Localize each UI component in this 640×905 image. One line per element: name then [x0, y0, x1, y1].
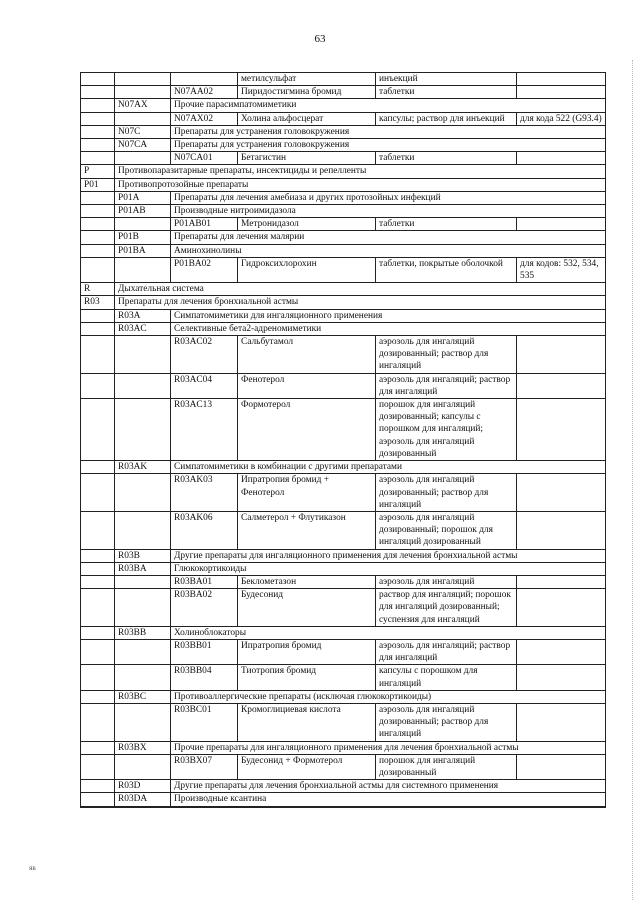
group-code-cell: P	[81, 165, 115, 178]
group-code-cell	[81, 589, 115, 627]
note-cell	[517, 218, 606, 231]
dosage-form-cell: аэрозоль для ингаляций дозированный; раствор для ингаляций	[376, 703, 517, 741]
category-name-cell: Противопротозойные препараты	[115, 178, 606, 191]
table-row	[81, 283, 606, 296]
atc-code-cell	[171, 73, 238, 86]
subgroup-code-cell: R03BC	[115, 690, 171, 703]
atc-code-cell: R03AK03	[171, 474, 238, 512]
note-cell	[517, 399, 606, 461]
dosage-form-cell	[376, 806, 517, 807]
subgroup-code-cell	[115, 703, 171, 741]
table-row	[81, 549, 606, 562]
dosage-form-cell: порошок для ингаляций дозированный	[376, 754, 517, 779]
subgroup-code-cell: P01BA	[115, 244, 171, 257]
dosage-form-cell: капсулы с порошком для ингаляций	[376, 665, 517, 690]
table-row	[81, 165, 606, 178]
drug-name-cell: Холина альфосцерат	[238, 112, 376, 125]
category-name-cell: Производные ксантина	[171, 793, 606, 806]
subgroup-code-cell	[115, 665, 171, 690]
drug-name-cell: Сальбутамол	[238, 336, 376, 374]
note-cell	[517, 336, 606, 374]
group-code-cell	[81, 511, 115, 549]
table-row	[81, 639, 606, 664]
group-code-cell	[81, 322, 115, 335]
note-cell	[517, 575, 606, 588]
subgroup-code-cell: N07C	[115, 125, 171, 138]
atc-code-cell: N07AA02	[171, 86, 238, 99]
category-name-cell: Производные нитроимидазола	[171, 205, 606, 218]
subgroup-code-cell	[115, 575, 171, 588]
table-row	[81, 257, 606, 282]
table-row	[81, 309, 606, 322]
table-row	[81, 73, 606, 86]
table-row	[81, 399, 606, 461]
note-cell	[517, 754, 606, 779]
group-code-cell	[81, 562, 115, 575]
drug-name-cell: Бетагистин	[238, 152, 376, 165]
note-cell	[517, 373, 606, 398]
table-row	[81, 244, 606, 257]
category-name-cell: Противопаразитарные препараты, инсектициды и репелленты	[115, 165, 606, 178]
group-code-cell	[81, 754, 115, 779]
group-code-cell	[81, 575, 115, 588]
dosage-form-cell: аэрозоль для ингаляций	[376, 575, 517, 588]
subgroup-code-cell: R03AK	[115, 461, 171, 474]
dosage-form-cell: порошок для ингаляций дозированный; капсулы с порошком для ингаляций; аэрозоль для ингаляций дозированный	[376, 399, 517, 461]
subgroup-code-cell	[115, 589, 171, 627]
table-row	[81, 112, 606, 125]
dosage-form-cell: капсулы; раствор для инъекций	[376, 112, 517, 125]
dosage-form-cell: аэрозоль для ингаляций; раствор для ингаляций	[376, 373, 517, 398]
drug-classification-table-wrapper	[80, 72, 605, 808]
category-name-cell: Препараты для лечения бронхиальной астмы	[115, 296, 606, 309]
table-row	[81, 665, 606, 690]
subgroup-code-cell	[115, 257, 171, 282]
category-name-cell: Симпатомиметики в комбинации с другими препаратами	[171, 461, 606, 474]
group-code-cell: R03	[81, 296, 115, 309]
table-row	[81, 461, 606, 474]
note-cell	[517, 152, 606, 165]
drug-name-cell: Ипратропия бромид + Фенотерол	[238, 474, 376, 512]
dosage-form-cell: таблетки	[376, 86, 517, 99]
subgroup-code-cell: R03A	[115, 309, 171, 322]
subgroup-code-cell	[115, 373, 171, 398]
drug-name-cell: Кромоглициевая кислота	[238, 703, 376, 741]
subgroup-code-cell: R03AC	[115, 322, 171, 335]
group-code-cell	[81, 780, 115, 793]
table-row	[81, 474, 606, 512]
group-code-cell	[81, 336, 115, 374]
subgroup-code-cell: P01B	[115, 231, 171, 244]
group-code-cell	[81, 665, 115, 690]
group-code-cell	[81, 257, 115, 282]
subgroup-code-cell: R03BA	[115, 562, 171, 575]
page-edge-line	[632, 60, 634, 900]
group-code-cell: P01	[81, 178, 115, 191]
group-code-cell	[81, 806, 115, 807]
subgroup-code-cell	[115, 218, 171, 231]
table-body	[81, 73, 606, 808]
table-row	[81, 780, 606, 793]
dosage-form-cell: аэрозоль для ингаляций дозированный; порошок для ингаляций дозированный	[376, 511, 517, 549]
subgroup-code-cell	[115, 73, 171, 86]
group-code-cell	[81, 73, 115, 86]
group-code-cell	[81, 639, 115, 664]
table-row	[81, 373, 606, 398]
group-code-cell	[81, 191, 115, 204]
group-code-cell	[81, 244, 115, 257]
category-name-cell: Глюкокортикоиды	[171, 562, 606, 575]
group-code-cell	[81, 399, 115, 461]
table-row	[81, 626, 606, 639]
note-cell	[517, 511, 606, 549]
subgroup-code-cell: P01A	[115, 191, 171, 204]
atc-code-cell: R03BX07	[171, 754, 238, 779]
table-row	[81, 690, 606, 703]
atc-code-cell: R03BC01	[171, 703, 238, 741]
atc-code-cell	[171, 806, 238, 807]
category-name-cell: Прочие препараты для ингаляционного применения для лечения бронхиальной астмы	[171, 741, 606, 754]
dosage-form-cell: инъекций	[376, 73, 517, 86]
table-row	[81, 191, 606, 204]
atc-code-cell: R03BA02	[171, 589, 238, 627]
table-row	[81, 589, 606, 627]
group-code-cell	[81, 99, 115, 112]
note-cell	[517, 806, 606, 807]
dosage-form-cell: таблетки, покрытые оболочкой	[376, 257, 517, 282]
atc-code-cell: N07CA01	[171, 152, 238, 165]
drug-name-cell	[238, 806, 376, 807]
group-code-cell	[81, 139, 115, 152]
atc-code-cell: R03BB01	[171, 639, 238, 664]
atc-code-cell: R03BB04	[171, 665, 238, 690]
table-row	[81, 139, 606, 152]
group-code-cell	[81, 373, 115, 398]
atc-code-cell: N07AX02	[171, 112, 238, 125]
subgroup-code-cell	[115, 806, 171, 807]
subgroup-code-cell: N07AX	[115, 99, 171, 112]
subgroup-code-cell: R03BB	[115, 626, 171, 639]
subgroup-code-cell	[115, 399, 171, 461]
table-row	[81, 152, 606, 165]
drug-classification-table	[80, 72, 606, 808]
drug-name-cell: Пиридостигмина бромид	[238, 86, 376, 99]
atc-code-cell: R03AC13	[171, 399, 238, 461]
note-cell	[517, 639, 606, 664]
table-row	[81, 86, 606, 99]
category-name-cell: Селективные бета2-адреномиметики	[171, 322, 606, 335]
category-name-cell: Другие препараты для лечения бронхиальной астмы для системного применения	[171, 780, 606, 793]
note-cell	[517, 589, 606, 627]
dosage-form-cell: таблетки	[376, 152, 517, 165]
table-row	[81, 322, 606, 335]
table-row	[81, 205, 606, 218]
dosage-form-cell: аэрозоль для ингаляций дозированный; раствор для ингаляций	[376, 336, 517, 374]
dosage-form-cell: аэрозоль для ингаляций дозированный; раствор для ингаляций	[376, 474, 517, 512]
table-row	[81, 511, 606, 549]
subgroup-code-cell	[115, 112, 171, 125]
group-code-cell	[81, 231, 115, 244]
group-code-cell	[81, 703, 115, 741]
category-name-cell: Противоаллергические препараты (исключая глюкокортикоиды)	[171, 690, 606, 703]
drug-name-cell: Гидроксихлорохин	[238, 257, 376, 282]
table-row	[81, 231, 606, 244]
drug-name-cell: Беклометазон	[238, 575, 376, 588]
group-code-cell	[81, 125, 115, 138]
atc-code-cell: P01AB01	[171, 218, 238, 231]
group-code-cell	[81, 690, 115, 703]
drug-name-cell: Салметерол + Флутиказон	[238, 511, 376, 549]
subgroup-code-cell: R03B	[115, 549, 171, 562]
group-code-cell	[81, 218, 115, 231]
table-row	[81, 741, 606, 754]
group-code-cell	[81, 474, 115, 512]
group-code-cell	[81, 549, 115, 562]
group-code-cell: R	[81, 283, 115, 296]
subgroup-code-cell: P01AB	[115, 205, 171, 218]
subgroup-code-cell	[115, 754, 171, 779]
group-code-cell	[81, 793, 115, 806]
drug-name-cell: Ипратропия бромид	[238, 639, 376, 664]
group-code-cell	[81, 461, 115, 474]
atc-code-cell: P01BA02	[171, 257, 238, 282]
category-name-cell: Препараты для устранения головокружения	[171, 125, 606, 138]
drug-name-cell: Тиотропия бромид	[238, 665, 376, 690]
drug-name-cell: Будесонид	[238, 589, 376, 627]
subgroup-code-cell	[115, 639, 171, 664]
note-cell: для кодов: 532, 534, 535	[517, 257, 606, 282]
category-name-cell: Дыхательная система	[115, 283, 606, 296]
scan-mark: ЯВ	[29, 867, 36, 872]
category-name-cell: Препараты для лечения малярии	[171, 231, 606, 244]
category-name-cell: Холиноблокаторы	[171, 626, 606, 639]
group-code-cell	[81, 741, 115, 754]
drug-name-cell: Метронидазол	[238, 218, 376, 231]
subgroup-code-cell	[115, 152, 171, 165]
table-row	[81, 793, 606, 806]
subgroup-code-cell	[115, 336, 171, 374]
note-cell	[517, 665, 606, 690]
category-name-cell: Препараты для устранения головокружения	[171, 139, 606, 152]
group-code-cell	[81, 626, 115, 639]
table-row	[81, 575, 606, 588]
subgroup-code-cell: R03D	[115, 780, 171, 793]
note-cell	[517, 703, 606, 741]
table-row	[81, 754, 606, 779]
group-code-cell	[81, 205, 115, 218]
category-name-cell: Препараты для лечения амебиаза и других протозойных инфекций	[171, 191, 606, 204]
subgroup-code-cell	[115, 511, 171, 549]
atc-code-cell: R03AK06	[171, 511, 238, 549]
category-name-cell: Другие препараты для ингаляционного применения для лечения бронхиальной астмы	[171, 549, 606, 562]
atc-code-cell: R03AC02	[171, 336, 238, 374]
table-row	[81, 99, 606, 112]
atc-code-cell: R03AC04	[171, 373, 238, 398]
group-code-cell	[81, 152, 115, 165]
table-row	[81, 562, 606, 575]
category-name-cell: Симпатомиметики для ингаляционного применения	[171, 309, 606, 322]
subgroup-code-cell: R03BX	[115, 741, 171, 754]
subgroup-code-cell	[115, 474, 171, 512]
group-code-cell	[81, 86, 115, 99]
page-number: 63	[314, 33, 326, 45]
table-row	[81, 806, 606, 807]
drug-name-cell: Фенотерол	[238, 373, 376, 398]
subgroup-code-cell: R03DA	[115, 793, 171, 806]
dosage-form-cell: раствор для ингаляций; порошок для ингаляций дозированный; суспензия для ингаляций	[376, 589, 517, 627]
dosage-form-cell: таблетки	[376, 218, 517, 231]
table-row	[81, 125, 606, 138]
note-cell	[517, 73, 606, 86]
subgroup-code-cell	[115, 86, 171, 99]
category-name-cell: Прочие парасимпатомиметики	[171, 99, 606, 112]
table-row	[81, 336, 606, 374]
subgroup-code-cell: N07CA	[115, 139, 171, 152]
drug-name-cell: Формотерол	[238, 399, 376, 461]
table-row	[81, 178, 606, 191]
group-code-cell	[81, 309, 115, 322]
dosage-form-cell: аэрозоль для ингаляций; раствор для ингаляций	[376, 639, 517, 664]
atc-code-cell: R03BA01	[171, 575, 238, 588]
drug-name-cell: Будесонид + Формотерол	[238, 754, 376, 779]
note-cell	[517, 86, 606, 99]
note-cell	[517, 474, 606, 512]
table-row	[81, 296, 606, 309]
table-row	[81, 218, 606, 231]
drug-name-cell: метилсульфат	[238, 73, 376, 86]
category-name-cell: Аминохинолины	[171, 244, 606, 257]
note-cell: для кода 522 (G93.4)	[517, 112, 606, 125]
group-code-cell	[81, 112, 115, 125]
table-row	[81, 703, 606, 741]
